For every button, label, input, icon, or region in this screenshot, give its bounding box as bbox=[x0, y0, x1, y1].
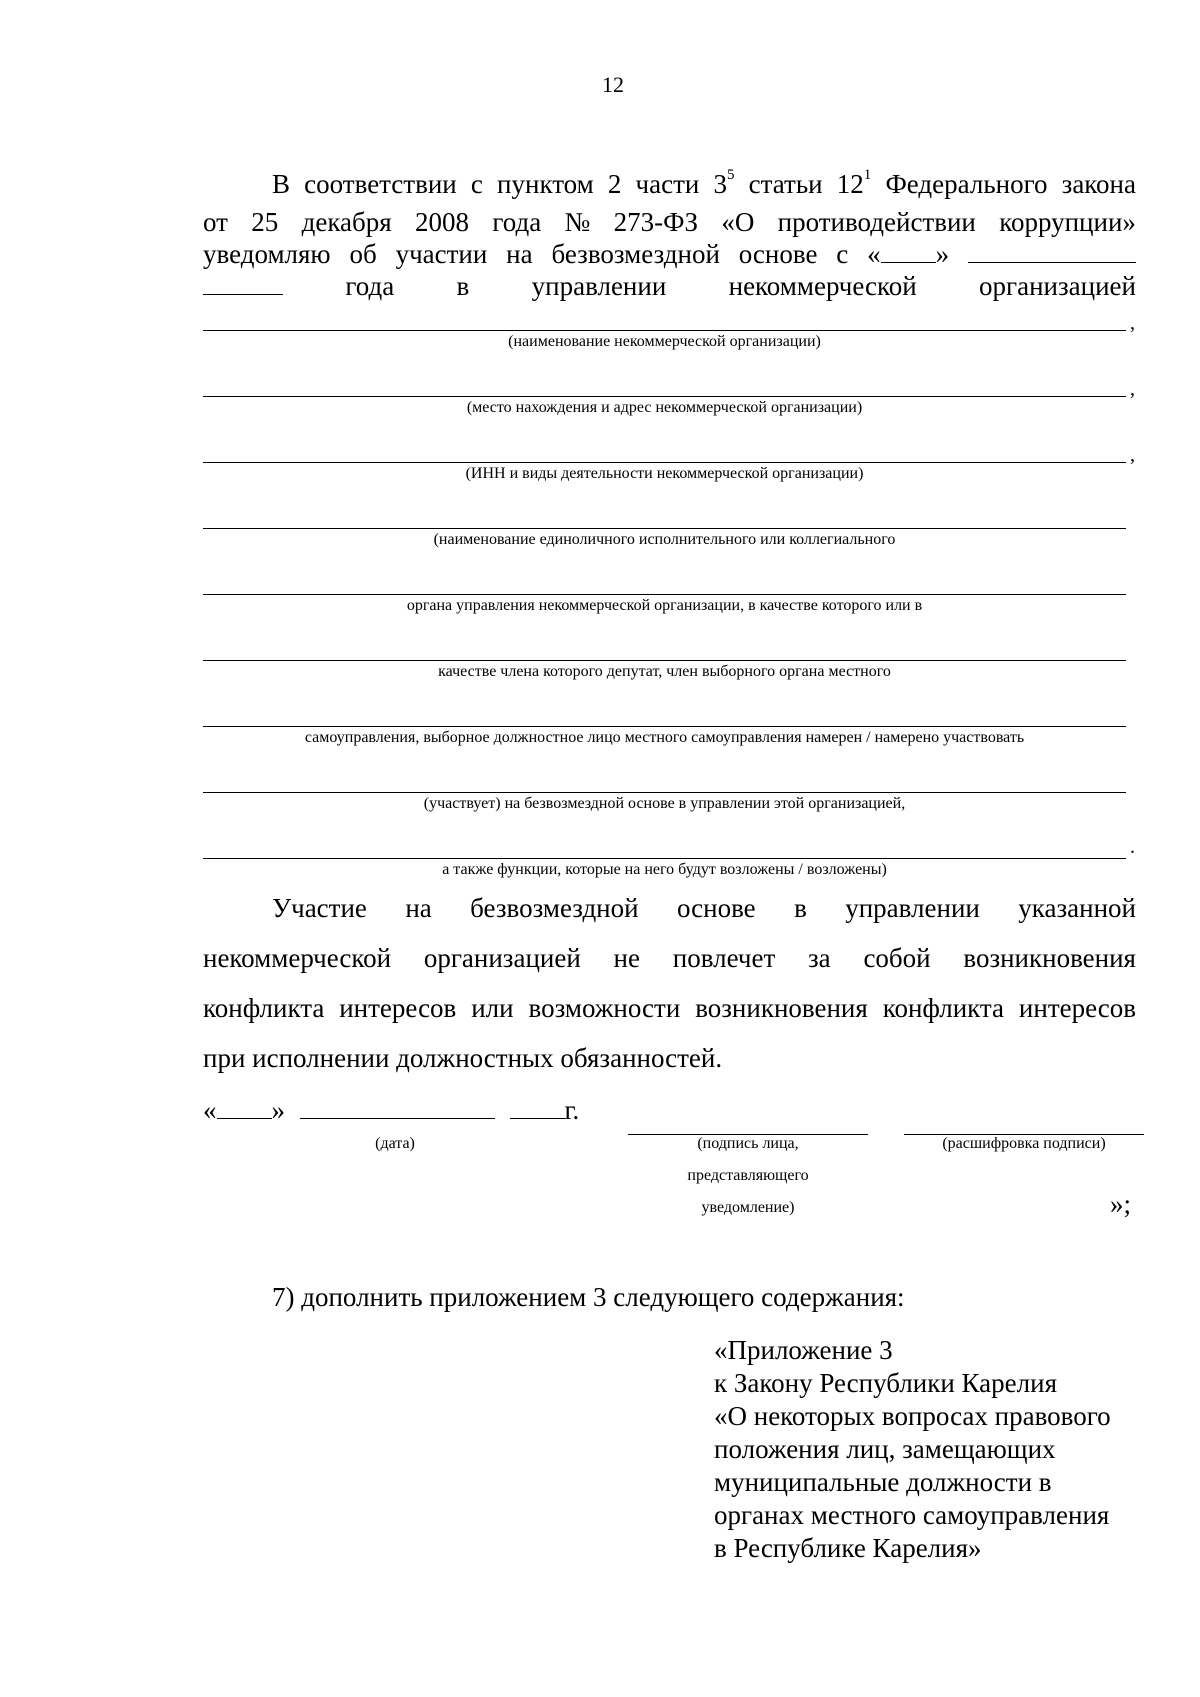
governing-body-line-2[interactable] bbox=[203, 594, 1126, 595]
org-name-line[interactable] bbox=[203, 330, 1126, 331]
word: в bbox=[456, 271, 470, 301]
word: 2008 bbox=[415, 207, 470, 237]
functions-line[interactable] bbox=[203, 858, 1126, 859]
word: Участие bbox=[272, 893, 367, 923]
signature-caption-3: уведомление) bbox=[701, 1199, 795, 1216]
participation-line-2 bbox=[203, 942, 1136, 974]
intro-line-1 bbox=[272, 168, 1136, 200]
intro-line-4 bbox=[203, 270, 1136, 302]
appendix-line: «О некоторых вопросах правового bbox=[714, 1401, 1111, 1431]
quote-open: « bbox=[867, 239, 881, 269]
word: указанной bbox=[1018, 893, 1136, 923]
punctuation: . bbox=[1130, 836, 1135, 858]
word: возникновения bbox=[963, 943, 1136, 973]
governing-body-line-1[interactable] bbox=[203, 528, 1126, 529]
word: № bbox=[564, 207, 591, 237]
participation-line-4: при исполнении должностных обязанностей. bbox=[203, 1043, 723, 1073]
word: повлечет bbox=[672, 943, 776, 973]
word: основе bbox=[738, 239, 818, 269]
intro-text-2: статьи 12 bbox=[734, 169, 864, 199]
appendix-heading bbox=[714, 1334, 1111, 1565]
decode-caption: (расшифровка подписи) bbox=[942, 1135, 1106, 1152]
date-day-blank[interactable] bbox=[217, 1094, 272, 1119]
governing-body-line-5[interactable] bbox=[203, 792, 1126, 793]
intro-sup-1: 5 bbox=[727, 167, 735, 183]
date-fields bbox=[203, 1094, 579, 1126]
word: основе bbox=[676, 893, 756, 923]
signature-caption bbox=[628, 1128, 868, 1224]
governing-body-caption-1: (наименование единоличного исполнительного или коллегиального bbox=[433, 531, 896, 548]
word: за bbox=[808, 943, 831, 973]
intro-sup-2: 1 bbox=[863, 167, 872, 183]
word: об bbox=[349, 239, 377, 269]
date-month-blank[interactable] bbox=[300, 1094, 495, 1119]
signature-caption-1: (подпись лица, bbox=[697, 1135, 799, 1152]
quote-close: » bbox=[935, 239, 950, 269]
day-blank[interactable] bbox=[881, 238, 936, 263]
org-address-line[interactable] bbox=[203, 396, 1126, 397]
word: на bbox=[405, 893, 432, 923]
governing-body-caption-5: (участвует) на безвозмездной основе в управлении этой организацией, bbox=[423, 795, 906, 812]
word: противодействии bbox=[777, 207, 976, 237]
intro-line-3 bbox=[203, 238, 1136, 270]
word: организацией bbox=[979, 271, 1136, 301]
appendix-line: органах местного самоуправления bbox=[714, 1500, 1110, 1530]
page-number: 12 bbox=[602, 72, 624, 97]
signature-caption-2: представляющего bbox=[687, 1167, 809, 1184]
year-blank[interactable] bbox=[203, 270, 283, 295]
governing-body-line-4[interactable] bbox=[203, 726, 1126, 727]
org-name-caption: (наименование некоммерческой организации) bbox=[508, 333, 821, 350]
word: не bbox=[613, 943, 640, 973]
word: организацией bbox=[423, 943, 581, 973]
intro-text-3: Федерального закона bbox=[871, 169, 1136, 199]
participation-line-1 bbox=[272, 892, 1136, 924]
governing-body-caption-4: самоуправления, выборное должностное лицо местного самоуправления намерен / намерено участвовать bbox=[304, 729, 1025, 746]
date-year-blank[interactable] bbox=[510, 1094, 565, 1119]
word: управлении bbox=[531, 271, 667, 301]
org-address-caption: (место нахождения и адрес некоммерческой организации) bbox=[466, 399, 863, 416]
word: в bbox=[794, 893, 807, 923]
month-blank[interactable] bbox=[968, 238, 1136, 263]
org-inn-line[interactable] bbox=[203, 462, 1126, 463]
word: безвозмездной bbox=[551, 239, 720, 269]
functions-caption: а также функции, которые на него будут возложены / возложены) bbox=[442, 861, 887, 878]
punctuation: , bbox=[1130, 312, 1135, 334]
year-suffix: г. bbox=[564, 1095, 580, 1125]
word: 273-ФЗ bbox=[613, 207, 698, 237]
org-inn-caption: (ИНН и виды деятельности некоммерческой организации) bbox=[465, 465, 864, 482]
word: некоммерческой bbox=[728, 271, 917, 301]
word: 25 bbox=[251, 207, 279, 237]
word: года bbox=[492, 207, 542, 237]
word: некоммерческой bbox=[203, 943, 392, 973]
word: безвозмездной bbox=[470, 893, 639, 923]
appendix-line: муниципальные должности в bbox=[714, 1467, 1052, 1497]
word: на bbox=[506, 239, 533, 269]
word: коррупции» bbox=[999, 207, 1136, 237]
punctuation: , bbox=[1130, 378, 1135, 400]
quote-open: « bbox=[203, 1095, 217, 1125]
word: с bbox=[836, 239, 849, 269]
word: от bbox=[203, 207, 228, 237]
intro-text-1: В соответствии с пунктом 2 части 3 bbox=[272, 169, 727, 199]
governing-body-line-3[interactable] bbox=[203, 660, 1126, 661]
punctuation: , bbox=[1130, 444, 1135, 466]
governing-body-caption-2: органа управления некоммерческой организации, в качестве которого или в bbox=[406, 597, 923, 614]
appendix-line: к Закону Республики Карелия bbox=[714, 1368, 1057, 1398]
governing-body-caption-3: качестве члена которого депутат, член выборного органа местного bbox=[438, 663, 891, 680]
quote-close: » bbox=[271, 1095, 285, 1125]
appendix-line: в Республике Карелия» bbox=[714, 1533, 982, 1563]
word: участии bbox=[395, 239, 488, 269]
closing-quote: »; bbox=[1110, 1189, 1132, 1219]
item-7: 7) дополнить приложением 3 следующего содержания: bbox=[272, 1282, 905, 1312]
word: управлении bbox=[845, 893, 980, 923]
participation-line-3: конфликта интересов или возможности возникновения конфликта интересов bbox=[203, 993, 1136, 1023]
word: уведомляю bbox=[203, 239, 331, 269]
intro-line-2 bbox=[203, 206, 1136, 238]
word: года bbox=[345, 271, 395, 301]
appendix-line: положения лиц, замещающих bbox=[714, 1434, 1056, 1464]
word: декабря bbox=[301, 207, 392, 237]
date-caption: (дата) bbox=[375, 1135, 415, 1152]
day-field bbox=[867, 238, 949, 270]
word: собой bbox=[863, 943, 931, 973]
word: «О bbox=[721, 207, 755, 237]
appendix-line: «Приложение 3 bbox=[714, 1335, 893, 1365]
